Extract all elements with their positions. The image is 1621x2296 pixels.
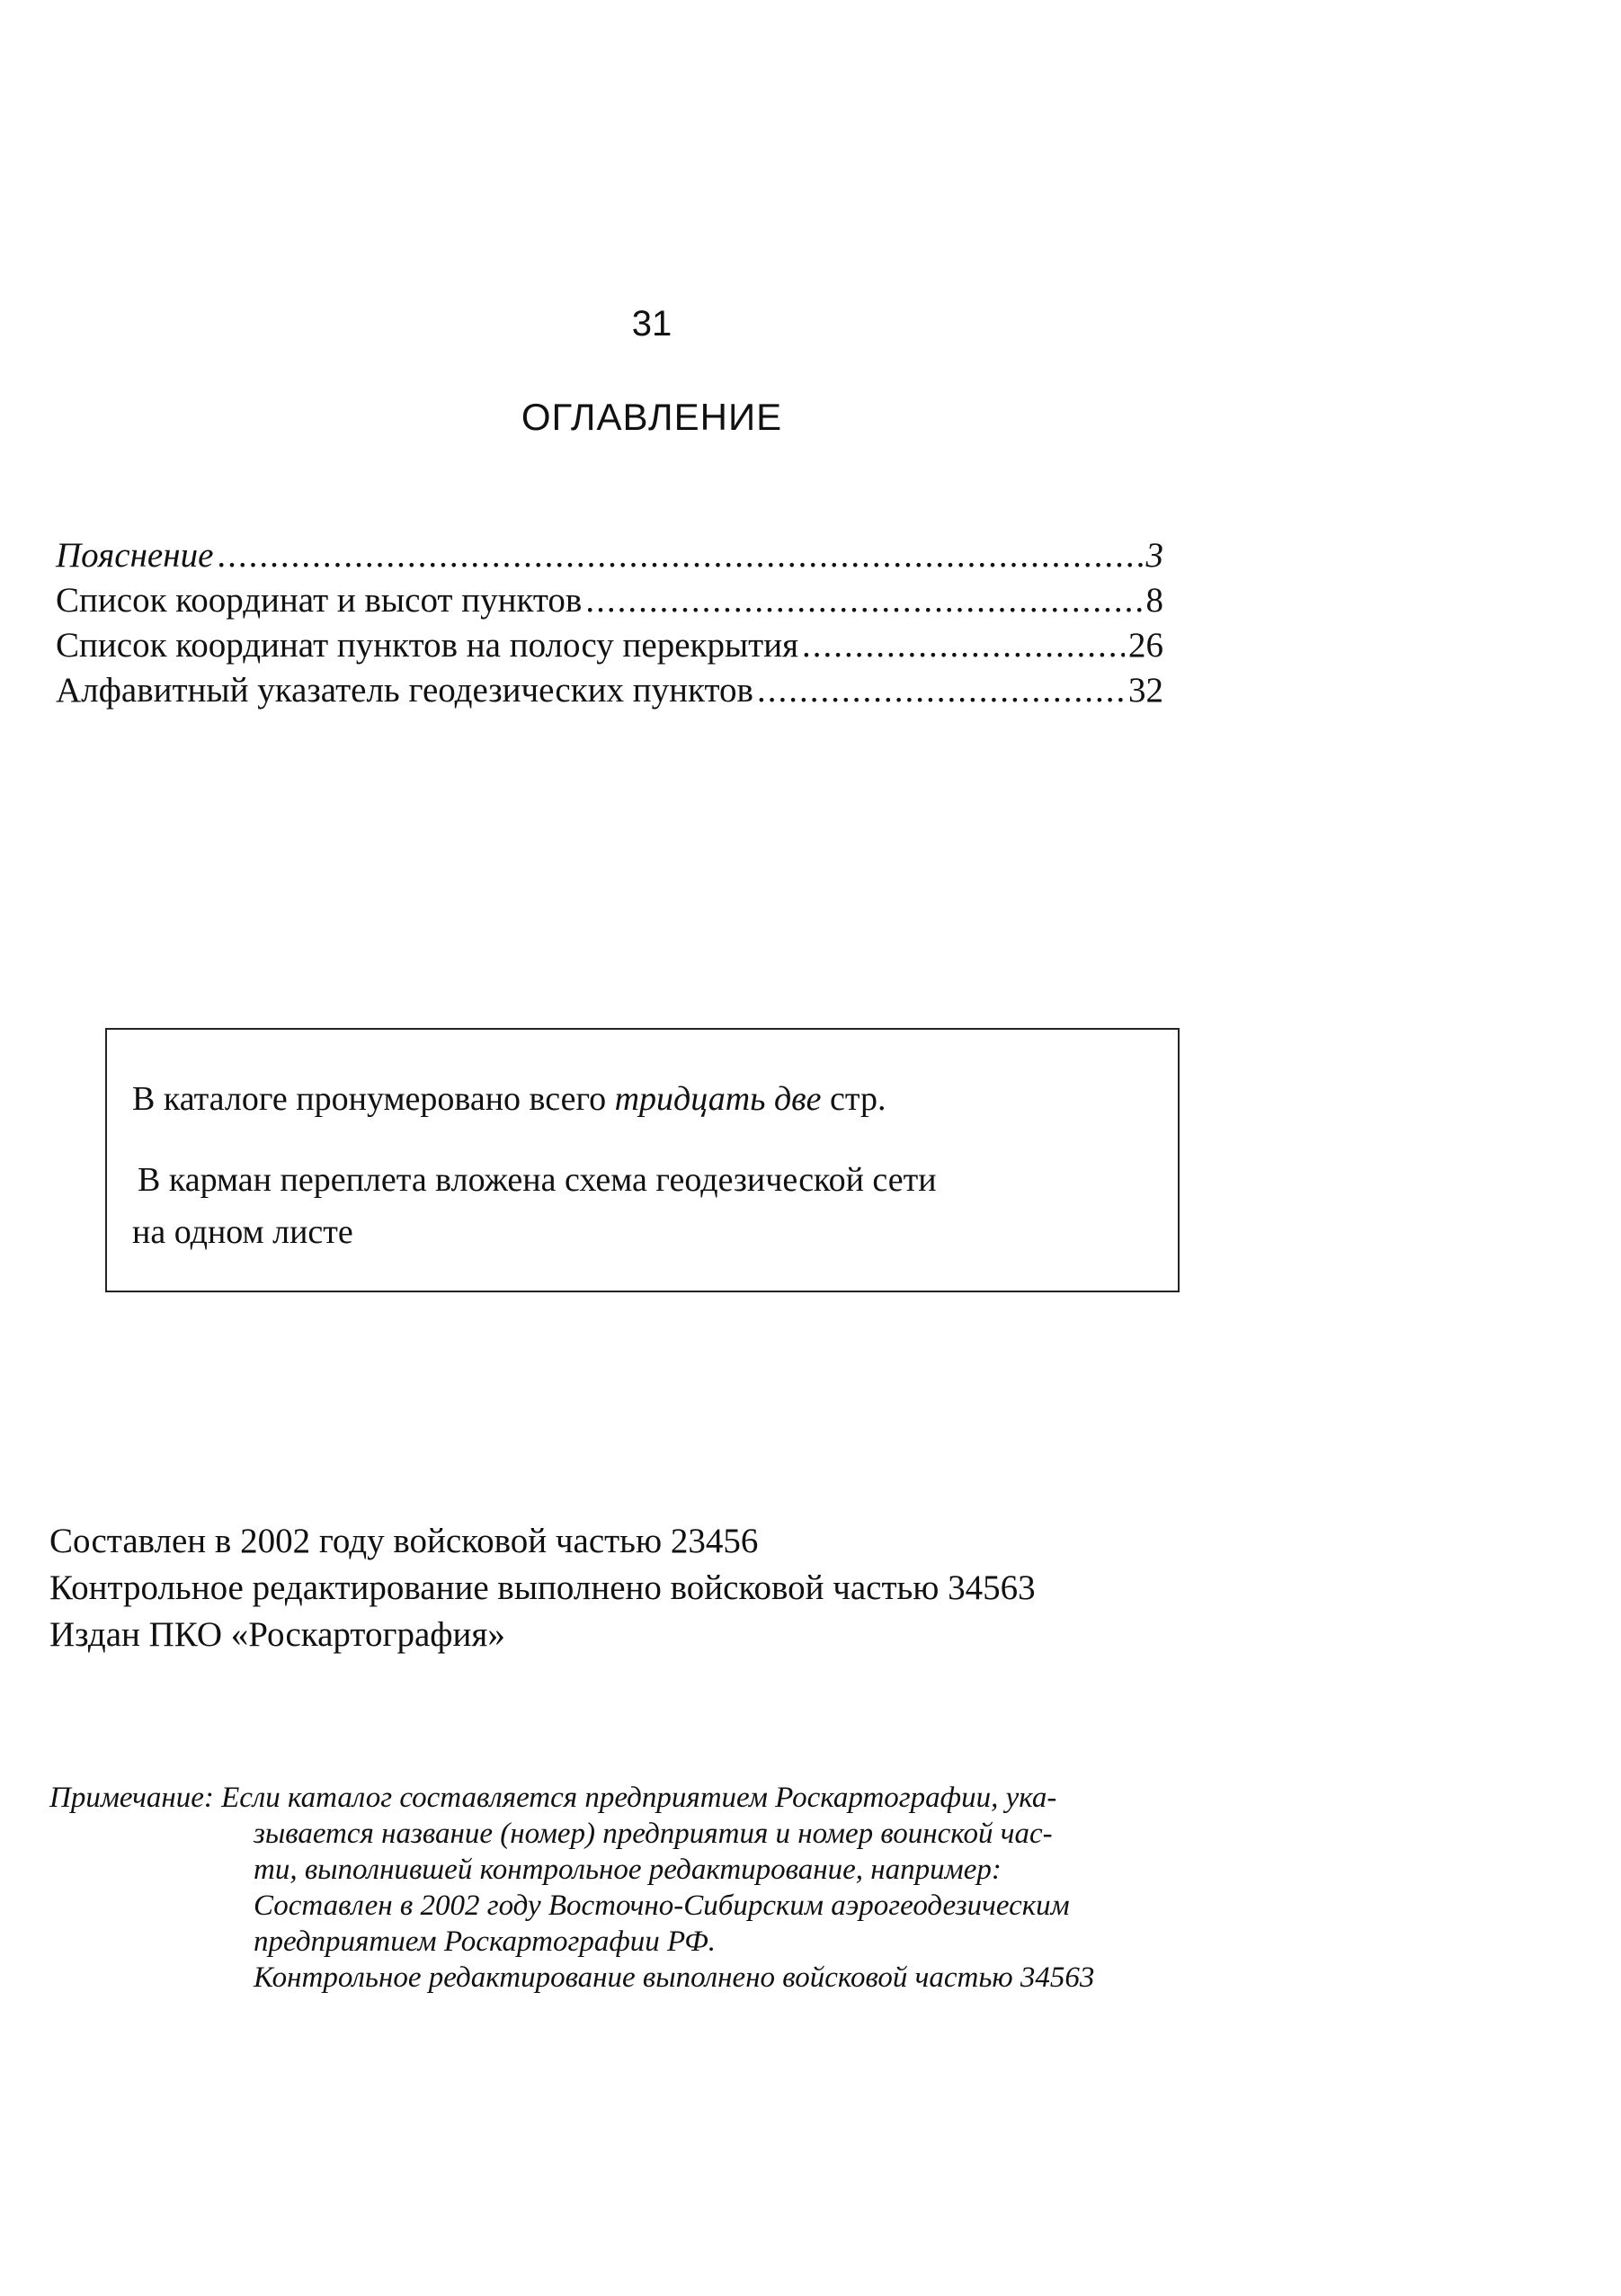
- page-count-suffix: стр.: [830, 1080, 886, 1118]
- toc-entry-page: 8: [1145, 581, 1163, 620]
- toc-leader-dots: [757, 668, 1125, 713]
- toc-title: ОГЛАВЛЕНИЕ: [521, 396, 783, 438]
- note-line: зывается название (номер) предприятия и номер воинской час-: [254, 1818, 1053, 1850]
- note-line: предприятием Роскартографии РФ.: [254, 1925, 717, 1958]
- compiled-line: Контрольное редактирование выполнено войсковой частью 34563: [49, 1568, 1036, 1607]
- schema-note-line: на одном листе: [132, 1213, 353, 1251]
- toc-entry-label: Список координат пунктов на полосу перекрытия: [56, 626, 799, 665]
- toc-entry-label: Список координат и высот пунктов: [56, 581, 583, 620]
- compiled-by-block: [49, 1518, 1036, 1658]
- schema-note-line: В карман переплета вложена схема геодезической сети: [138, 1161, 937, 1199]
- toc-entry[interactable]: [56, 533, 1163, 578]
- toc-entry[interactable]: [56, 578, 1163, 623]
- toc-leader-dots: [802, 623, 1125, 668]
- toc-entry-page: 3: [1145, 536, 1163, 575]
- toc-entry-label: Алфавитный указатель геодезических пунктов: [56, 671, 753, 710]
- toc-entry[interactable]: [56, 623, 1163, 668]
- table-of-contents: [56, 533, 1163, 713]
- note-line: Контрольное редактирование выполнено войсковой частью 34563: [254, 1961, 1095, 1994]
- page-count-prefix: В каталоге пронумеровано всего: [132, 1080, 607, 1118]
- toc-leader-dots: [217, 533, 1142, 578]
- note-row: [49, 1780, 1094, 1816]
- toc-entry-page: 26: [1128, 626, 1163, 665]
- note-line: ти, выполнившей контрольное редактирование, например:: [254, 1854, 1002, 1886]
- toc-leader-dots: [585, 578, 1142, 623]
- page-number: 31: [631, 304, 672, 344]
- note-block: [49, 1780, 1094, 1996]
- page-count-line: [132, 1079, 886, 1119]
- page-count-box: [105, 1028, 1180, 1292]
- compiled-line: Издан ПКО «Роскартография»: [49, 1615, 505, 1654]
- note-label: Примечание:: [49, 1782, 214, 1814]
- toc-entry[interactable]: [56, 668, 1163, 713]
- toc-entry-page: 32: [1128, 671, 1163, 710]
- toc-entry-label: Пояснение: [56, 536, 214, 575]
- compiled-line: Составлен в 2002 году войсковой частью 23456: [49, 1522, 759, 1560]
- note-line: Если каталог составляется предприятием Роскартографии, ука-: [221, 1782, 1057, 1814]
- note-line: Составлен в 2002 году Восточно-Сибирским аэрогеодезическим: [254, 1890, 1070, 1922]
- page-count-words: тридцать две: [614, 1080, 822, 1118]
